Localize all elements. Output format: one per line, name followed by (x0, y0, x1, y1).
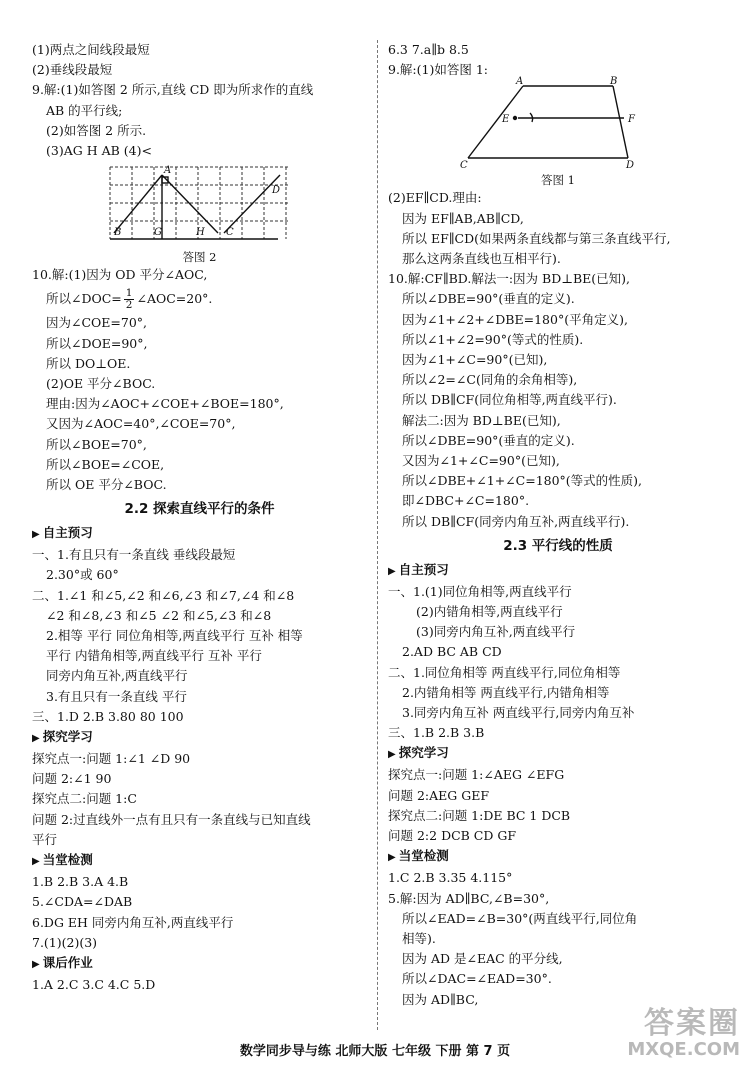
text-line: 所以∠EAD=∠B=30°(两直线平行,同位角 (402, 910, 638, 926)
subsection-heading: ▶ 课后作业 (32, 953, 367, 975)
text-line: 5.∠CDA=∠DAB (32, 894, 133, 910)
text-line: 又因为∠AOC=40°,∠COE=70°, (46, 416, 236, 432)
text-line: 9.解:(1)如答图 1: (388, 62, 488, 78)
subsection-heading: ▶ 自主预习 (32, 523, 367, 545)
text-line: 6.3 7.a∥b 8.5 (388, 42, 469, 57)
text-line: 那么这两条直线也互相平行). (402, 251, 561, 267)
text-line: 2.AD BC AB CD (402, 644, 502, 660)
subsection-heading: ▶ 探究学习 (32, 727, 367, 749)
section-title: 2.2 探索直线平行的条件 (124, 501, 275, 518)
text-line: 解法二:因为 BD⊥BE(已知), (402, 412, 561, 428)
text-line: 所以∠BOE=∠COE, (46, 456, 165, 472)
figure-label: D (271, 185, 280, 197)
figure-label: B (610, 76, 618, 88)
right-column (388, 40, 728, 1010)
answer-figure-1 (448, 76, 668, 172)
text-fragment: 所以∠DOC= (46, 291, 122, 307)
text-line: (2)EF∥CD.理由: (388, 190, 482, 206)
text-line: 问题 2:2 DCB CD GF (388, 828, 517, 844)
figure-label: H (195, 227, 205, 239)
question-9: 9.解:(1)如答图 2 所示,直线 CD 即为所求作的直线 (32, 82, 314, 98)
figure-label: D (626, 160, 635, 172)
figure-caption: 答图 1 (541, 173, 575, 188)
figure-label: B (113, 227, 121, 239)
text-line: 又因为∠1+∠C=90°(已知), (402, 453, 560, 469)
text-line: 因为∠1+∠C=90°(已知), (402, 352, 548, 368)
text-line: (2)如答图 2 所示. (46, 122, 147, 138)
watermark-url: MXQE.COM (627, 1039, 740, 1060)
question-10: 10.解:(1)因为 OD 平分∠AOC, (32, 267, 208, 283)
subsection-heading: ▶ 自主预习 (388, 560, 728, 582)
page-footer: 数学同步导与练 北师大版 七年级 下册 第 7 页 (239, 1044, 511, 1059)
text-fragment: ∠AOC=20°. (136, 291, 213, 307)
text-line: 理由:因为∠AOC+∠COE+∠BOE=180°, (46, 396, 284, 412)
text-line: ∠2 和∠8,∠3 和∠5 ∠2 和∠5,∠3 和∠8 (46, 607, 272, 623)
text-line: 1.A 2.C 3.C 4.C 5.D (32, 976, 156, 992)
text-line: 所以∠2=∠C(同角的余角相等), (402, 372, 578, 388)
fraction (124, 288, 135, 311)
text-line: 因为 AD 是∠EAC 的平分线, (402, 951, 563, 967)
text-line: 相等). (402, 930, 436, 946)
section-title: 2.3 平行线的性质 (503, 537, 613, 554)
text-line: (2)垂线段最短 (32, 62, 113, 78)
text-line: 三、1.B 2.B 3.B (388, 725, 485, 741)
text-line: 因为 AD∥BC, (402, 991, 479, 1007)
text-line: 探究点二:问题 1:DE BC 1 DCB (388, 807, 571, 823)
point-marker (513, 116, 517, 120)
figure-label: A (516, 76, 524, 88)
figure-label: A (163, 165, 171, 177)
text-line: 所以 DB∥CF(同旁内角互补,两直线平行). (402, 513, 630, 529)
text-line: (2)内错角相等,两直线平行 (416, 604, 563, 620)
figure-label: F (628, 114, 635, 126)
text-line: 所以 OE 平分∠BOC. (46, 477, 167, 493)
text-line: 所以∠DOE=90°, (46, 335, 148, 351)
text-line: (3)同旁内角互补,两直线平行 (416, 624, 576, 640)
text-line: (2)OE 平分∠BOC. (46, 376, 156, 392)
text-line: 问题 2:∠1 90 (32, 771, 112, 787)
watermark-logo (627, 1008, 740, 1060)
text-line: 二、1.同位角相等 两直线平行,同位角相等 (388, 664, 621, 680)
text-line: 所以 DO⊥OE. (46, 355, 131, 371)
text-line: 一、1.有且只有一条直线 垂线段最短 (32, 547, 236, 563)
figure-label: G (153, 227, 162, 239)
text-line: 所以 DB∥CF(同位角相等,两直线平行). (402, 392, 617, 408)
subsection-heading: ▶ 当堂检测 (32, 850, 367, 872)
subsection-heading: ▶ 当堂检测 (388, 846, 728, 868)
text-line: 因为∠COE=70°, (46, 315, 148, 331)
text-line: 1.C 2.B 3.35 4.115° (388, 870, 513, 886)
text-line: 问题 2:过直线外一点有且只有一条直线与已知直线 (32, 811, 311, 827)
text-line: 同旁内角互补,两直线平行 (46, 668, 188, 684)
figure-label: C (460, 160, 468, 172)
text-line: 5.解:因为 AD∥BC,∠B=30°, (388, 890, 550, 906)
left-column (32, 40, 367, 995)
text-line: (1)两点之间线段最短 (32, 42, 150, 57)
text-line (32, 285, 367, 313)
fraction-numerator: 1 (125, 287, 133, 300)
text-line: 3.有且只有一条直线 平行 (46, 688, 187, 704)
text-line: AB 的平行线; (46, 102, 123, 118)
text-line: 平行 (32, 831, 58, 847)
figure-label: E (502, 114, 510, 126)
figure-caption: 答图 2 (182, 250, 217, 265)
text-line: 所以∠1+∠2=90°(等式的性质). (402, 331, 584, 347)
subsection-heading: ▶ 探究学习 (388, 743, 728, 765)
text-line: 2.相等 平行 同位角相等,两直线平行 互补 相等 (46, 628, 303, 644)
text-line: 因为∠1+∠2+∠DBE=180°(平角定义), (402, 311, 628, 327)
text-line: 所以∠BOE=70°, (46, 436, 147, 452)
text-line: 所以∠DBE=90°(垂直的定义). (402, 432, 575, 448)
text-line: 因为 EF∥AB,AB∥CD, (402, 210, 524, 226)
text-line: 即∠DBC+∠C=180°. (402, 493, 530, 509)
text-line: (3)AG H AB (4)< (46, 143, 152, 159)
text-line: 问题 2:AEG GEF (388, 787, 490, 803)
text-line: 1.B 2.B 3.A 4.B (32, 874, 129, 890)
text-line: 二、1.∠1 和∠5,∠2 和∠6,∠3 和∠7,∠4 和∠8 (32, 587, 295, 603)
text-line: 所以 EF∥CD(如果两条直线都与第三条直线平行, (402, 230, 671, 246)
fraction-denominator: 2 (125, 299, 133, 312)
answer-figure-2 (100, 163, 300, 247)
column-divider (377, 40, 378, 1030)
text-line: 所以∠DAC=∠EAD=30°. (402, 971, 552, 987)
question-10-right: 10.解:CF∥BD.解法一:因为 BD⊥BE(已知), (388, 271, 631, 287)
text-line: 三、1.D 2.B 3.80 80 100 (32, 708, 184, 724)
text-line: 探究点一:问题 1:∠AEG ∠EFG (388, 767, 565, 783)
text-line: 探究点一:问题 1:∠1 ∠D 90 (32, 751, 191, 767)
text-line: 2.30°或 60° (46, 567, 119, 583)
text-line: 一、1.(1)同位角相等,两直线平行 (388, 583, 572, 599)
text-line: 探究点二:问题 1:C (32, 791, 137, 807)
text-line: 6.DG EH 同旁内角互补,两直线平行 (32, 914, 234, 930)
watermark-text: 答案圈 (644, 1006, 740, 1041)
text-line: 平行 内错角相等,两直线平行 互补 平行 (46, 648, 262, 664)
text-line: 3.同旁内角互补 两直线平行,同旁内角互补 (402, 705, 635, 721)
text-line: 7.(1)(2)(3) (32, 934, 98, 950)
figure-label: C (225, 227, 234, 239)
text-line: 2.内错角相等 两直线平行,内错角相等 (402, 684, 610, 700)
text-line: 所以∠DBE=90°(垂直的定义). (402, 291, 575, 307)
text-line: 所以∠DBE+∠1+∠C=180°(等式的性质), (402, 473, 643, 489)
